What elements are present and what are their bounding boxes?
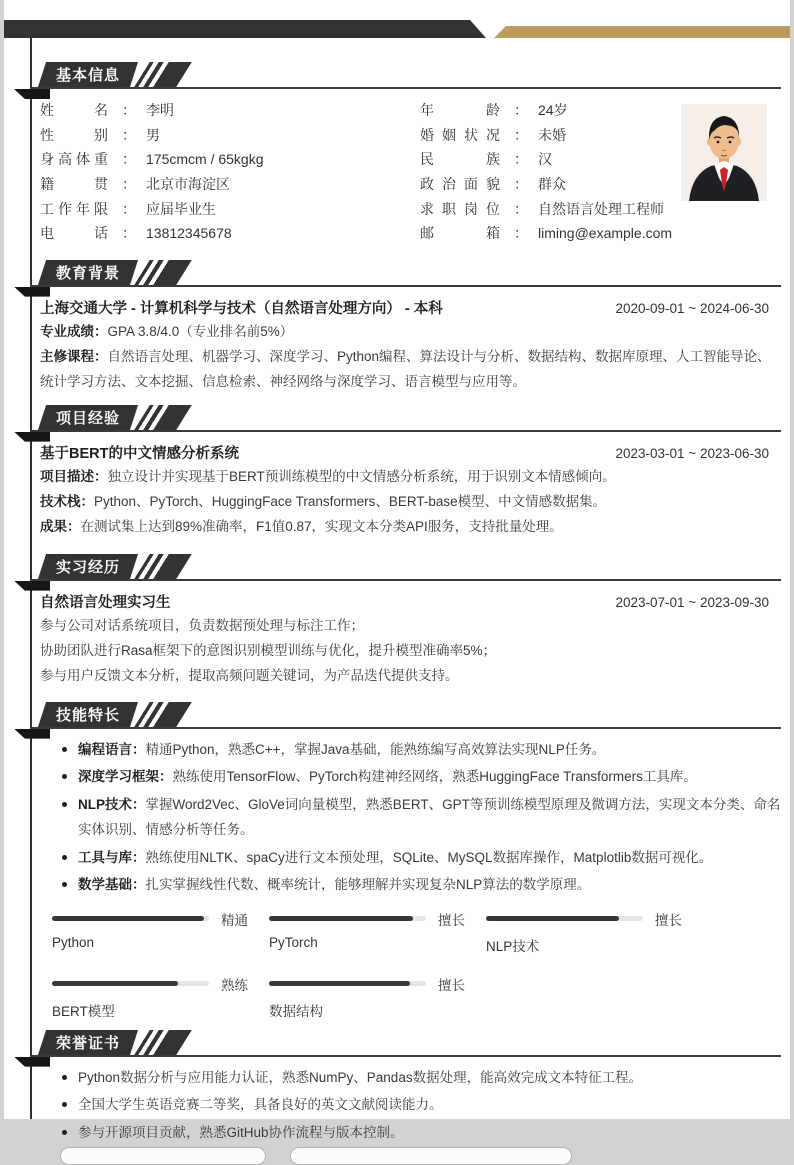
- colon: ：: [514, 200, 528, 217]
- stack-text: Python、PyTorch、HuggingFace Transformers、BERT-base模型、中文情感数据集。: [94, 493, 607, 509]
- bar-track: [269, 916, 426, 921]
- colon: ：: [514, 102, 528, 119]
- honors-body: [30, 1057, 781, 1165]
- internship-duty-line: 参与公司对话系统项目，负责数据预处理与标注工作；: [40, 617, 364, 633]
- bar-track: [269, 981, 426, 986]
- banner-fold-decoration: [14, 432, 50, 442]
- field-label: 身高体重: [40, 151, 108, 168]
- honor-bullet: Python数据分析与应用能力认证，熟悉NumPy、Pandas数据处理，能高效完成文本特征工程。: [62, 1065, 781, 1091]
- field-value: 群众: [538, 176, 566, 193]
- skill-bar-pytorch: [269, 912, 486, 955]
- field-label: 年龄: [420, 102, 500, 119]
- field-label: 民族: [420, 151, 500, 168]
- colon: ：: [122, 176, 136, 193]
- bar-fill: [269, 916, 413, 921]
- profile-photo: [681, 104, 767, 201]
- skill-level: 熟练: [221, 977, 248, 993]
- info-row-target-job: [420, 196, 675, 221]
- skill-level: 擅长: [438, 977, 465, 993]
- project-stack-line: [40, 489, 781, 514]
- section-banner: [38, 405, 138, 430]
- section-title: 基本信息: [56, 67, 121, 84]
- skill-label: NLP技术：: [78, 796, 146, 812]
- bar-row: [52, 977, 269, 991]
- skill-level: 精通: [221, 912, 248, 928]
- projects-body: [30, 432, 781, 539]
- field-label: 电话: [40, 225, 108, 242]
- field-label: 工作年限: [40, 200, 108, 217]
- skill-text: 熟练使用NLTK、spaCy进行文本预处理，SQLite、MySQL数据库操作，Matplotlib数据可视化。: [145, 849, 713, 865]
- skill-text: 掌握Word2Vec、GloVe词向量模型，熟悉BERT、GPT等预训练模型原理及微调方法，实现文本分类、命名实体识别、情感分析等任务。: [78, 796, 781, 838]
- skill-name: 数据结构: [269, 1003, 323, 1019]
- field-label: 求职岗位: [420, 200, 500, 217]
- bar-row: [52, 912, 269, 926]
- bar-row: [269, 912, 486, 926]
- info-row-hometown: [40, 172, 420, 197]
- portrait-illustration: [681, 104, 767, 201]
- skill-label: 编程语言：: [78, 741, 146, 757]
- section-banner: [38, 62, 138, 87]
- skill-level: 擅长: [438, 912, 465, 928]
- school-degree-title: 上海交通大学 - 计算机科学与技术（自然语言处理方向） - 本科: [40, 300, 443, 317]
- gpa-label: 专业成绩：: [40, 323, 108, 339]
- section-honors: [30, 1030, 781, 1165]
- banner-stripes-decoration: [134, 702, 192, 727]
- section-projects: [30, 405, 781, 539]
- internship-title: 自然语言处理实习生: [40, 594, 171, 611]
- bar-track: [486, 916, 643, 921]
- education-date-range: 2020-09-01 ~ 2024-06-30: [615, 300, 769, 316]
- section-banner: [38, 554, 138, 579]
- colon: ：: [514, 225, 528, 242]
- project-description-line: [40, 464, 781, 489]
- stack-label: 技术栈：: [40, 493, 94, 509]
- banner-fold-decoration: [14, 287, 50, 297]
- skill-bullet: [62, 872, 781, 898]
- colon: ：: [122, 102, 136, 119]
- education-courses-line: [40, 344, 781, 394]
- field-label: 婚姻状况: [420, 126, 500, 143]
- section-title: 教育背景: [56, 264, 121, 282]
- skill-text: 熟练使用TensorFlow、PyTorch构建神经网络，熟悉HuggingFace Transformers工具库。: [172, 769, 697, 785]
- skill-name: PyTorch: [269, 934, 318, 950]
- bar-fill: [52, 916, 204, 921]
- banner-stripes-decoration: [134, 554, 192, 579]
- description-text: 独立设计并实现基于BERT预训练模型的中文情感分析系统，用于识别文本情感倾向。: [107, 468, 616, 484]
- field-value: 24岁: [538, 102, 568, 119]
- skill-bullet: [62, 764, 781, 790]
- info-row-gender: [40, 123, 420, 148]
- courses-label: 主修课程：: [40, 348, 108, 364]
- education-item-head: [40, 295, 781, 319]
- description-label: 项目描述：: [40, 468, 108, 484]
- internship-item-head: [40, 589, 781, 613]
- info-row-ethnicity: [420, 147, 675, 172]
- banner-fold-decoration: [14, 581, 50, 591]
- skill-bars-grid: [40, 912, 781, 1020]
- skill-level: 擅长: [655, 912, 682, 928]
- field-label: 籍贯: [40, 176, 108, 193]
- field-label: 姓名: [40, 102, 108, 119]
- skill-text: 精通Python，熟悉C++，掌握Java基础，能熟练编写高效算法实现NLP任务。: [145, 741, 606, 757]
- basic-info-body: [30, 89, 781, 246]
- field-value: 北京市海淀区: [146, 176, 230, 193]
- info-row-experience: [40, 196, 420, 221]
- section-title: 项目经验: [56, 409, 121, 427]
- bar-fill: [269, 981, 410, 986]
- skill-bullet: [62, 792, 781, 843]
- skill-label: 工具与库：: [78, 849, 146, 865]
- basic-info-right-rows: [420, 98, 675, 246]
- internship-date-range: 2023-07-01 ~ 2023-09-30: [615, 594, 769, 610]
- banner-stripes-decoration: [134, 405, 192, 430]
- info-row-name: [40, 98, 420, 123]
- field-value: 未婚: [538, 126, 566, 143]
- skill-name: Python: [52, 934, 95, 950]
- section-title: 荣誉证书: [56, 1034, 121, 1052]
- honor-bullet: 全国大学生英语竞赛二等奖，具备良好的英文文献阅读能力。: [62, 1092, 781, 1118]
- bar-track: [52, 981, 209, 986]
- section-banner: [38, 1030, 138, 1055]
- field-label: 邮箱: [420, 225, 500, 242]
- section-banner: [38, 702, 138, 727]
- bar-fill: [486, 916, 619, 921]
- skill-bar-bert: [52, 977, 269, 1020]
- skill-name: NLP技术: [486, 938, 540, 954]
- banner-stripes-decoration: [134, 260, 192, 285]
- section-internship: [30, 554, 781, 688]
- honors-bullet-list: [40, 1065, 781, 1146]
- project-date-range: 2023-03-01 ~ 2023-06-30: [615, 445, 769, 461]
- banner-stripes-decoration: [134, 1030, 192, 1055]
- education-gpa-line: [40, 319, 781, 344]
- colon: ：: [514, 176, 528, 193]
- info-row-age: [420, 98, 675, 123]
- project-item-head: [40, 440, 781, 464]
- section-title: 实习经历: [56, 558, 121, 576]
- skill-text: 扎实掌握线性代数、概率统计，能够理解并实现复杂NLP算法的数学原理。: [145, 877, 591, 893]
- bar-fill: [52, 981, 178, 986]
- field-value: 13812345678: [146, 225, 232, 242]
- colon: ：: [514, 126, 528, 143]
- section-header-projects: [30, 405, 781, 432]
- field-value: 自然语言处理工程师: [538, 200, 664, 217]
- result-label: 成果：: [40, 518, 81, 534]
- skill-bullet: [62, 845, 781, 871]
- info-row-email: [420, 221, 675, 246]
- basic-info-right-column: [420, 98, 781, 246]
- field-value: 应届毕业生: [146, 200, 216, 217]
- gpa-text: GPA 3.8/4.0（专业排名前5%）: [107, 323, 294, 339]
- internship-duty-line: 协助团队进行Rasa框架下的意图识别模型训练与优化，提升模型准确率5%；: [40, 642, 497, 658]
- colon: ：: [122, 200, 136, 217]
- section-header-education: [30, 260, 781, 287]
- result-text: 在测试集上达到89%准确率，F1值0.87，实现文本分类API服务，支持批量处理。: [80, 518, 563, 534]
- colon: ：: [122, 126, 136, 143]
- project-title: 基于BERT的中文情感分析系统: [40, 445, 239, 462]
- field-value: liming@example.com: [538, 225, 673, 242]
- info-row-phone: [40, 221, 420, 246]
- section-education: [30, 260, 781, 394]
- honor-bullet: 参与开源项目贡献，熟悉GitHub协作流程与版本控制。: [62, 1120, 781, 1146]
- skill-label: 数学基础：: [78, 877, 146, 893]
- section-header-basic: [30, 62, 781, 89]
- info-row-height-weight: [40, 147, 420, 172]
- banner-fold-decoration: [14, 729, 50, 739]
- education-body: [30, 287, 781, 394]
- internship-body: [30, 581, 781, 688]
- section-header-internship: [30, 554, 781, 581]
- section-title: 技能特长: [56, 706, 121, 724]
- bar-row: [269, 977, 486, 991]
- banner-fold-decoration: [14, 89, 50, 99]
- honor-pill: [60, 1147, 266, 1165]
- resume-page: [4, 0, 790, 1140]
- field-label: 性别: [40, 126, 108, 143]
- skills-body: [30, 729, 781, 1020]
- bar-track: [52, 916, 209, 921]
- info-row-marital: [420, 123, 675, 148]
- skill-bar-data-structure: [269, 977, 486, 1020]
- section-banner: [38, 260, 138, 285]
- skill-name: BERT模型: [52, 1003, 115, 1019]
- skill-label: 深度学习框架：: [78, 769, 173, 785]
- skill-bar-python: [52, 912, 269, 955]
- project-result-line: [40, 514, 781, 539]
- skills-bullet-list: [40, 737, 781, 898]
- field-value: 男: [146, 126, 160, 143]
- banner-fold-decoration: [14, 1057, 50, 1067]
- field-value: 175cmcm / 65kgkg: [146, 151, 264, 168]
- resume-content: [30, 0, 781, 1165]
- info-row-political: [420, 172, 675, 197]
- internship-duty-line: 参与用户反馈文本分析，提取高频问题关键词，为产品迭代提供支持。: [40, 667, 459, 683]
- basic-info-left-column: [40, 98, 420, 246]
- field-value: 汉: [538, 151, 552, 168]
- colon: ：: [122, 225, 136, 242]
- section-skills: [30, 702, 781, 1020]
- section-header-skills: [30, 702, 781, 729]
- banner-stripes-decoration: [134, 62, 192, 87]
- section-header-honors: [30, 1030, 781, 1057]
- colon: ：: [514, 151, 528, 168]
- honor-pill: [290, 1147, 572, 1165]
- colon: ：: [122, 151, 136, 168]
- honor-tag-pills: [40, 1147, 781, 1165]
- skill-bullet: [62, 737, 781, 763]
- section-basic-info: [30, 62, 781, 246]
- skill-bar-nlp: [486, 912, 703, 955]
- field-value: 李明: [146, 102, 174, 119]
- courses-text: 自然语言处理、机器学习、深度学习、Python编程、算法设计与分析、数据结构、数据库原理、人工智能导论、统计学习方法、文本挖掘、信息检索、神经网络与深度学习、语言模型与应用等。: [40, 348, 771, 389]
- bar-row: [486, 912, 703, 926]
- field-label: 政治面貌: [420, 176, 500, 193]
